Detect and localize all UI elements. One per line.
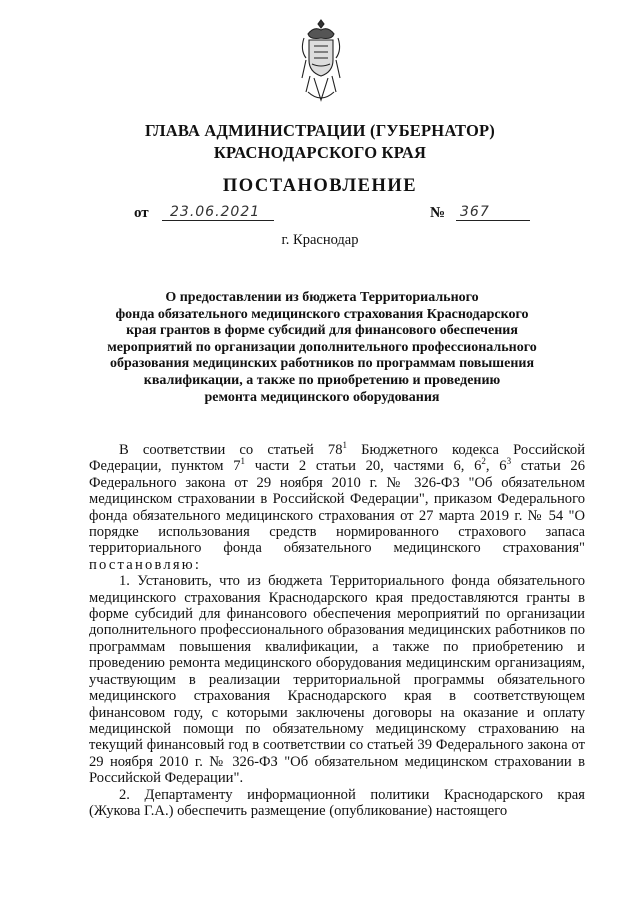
clause-2: 2. Департаменту информационной политики Краснодарского края (Жукова Г.А.) обеспечить размещение (опубликование) настоящего bbox=[89, 786, 585, 819]
title-line: квалификации, а также по приобретению и проведению bbox=[143, 372, 501, 388]
title-line: О предоставлении из бюджета Территориального bbox=[165, 290, 479, 305]
number-label: № bbox=[430, 205, 446, 221]
preamble-paragraph: В соответствии со статьей $78^1$ Бюджетного кодекса Российской Федерации, пунктом $7^1$ части 2 статьи 20, частями 6, $6^2$, $6^3$ статьи 26 Федерального закона от 29 ноября 2010 г. № 326-ФЗ "Об обязательном медицинском страховании в Российской Федерации", приказом Федерального фонда обязательного медицинского страхования от 27 марта 2019 г. № 54 "О порядке использования средств нормированного страхового запаса территориального фонда обязательного медицинского страхования" постановляю: bbox=[89, 440, 586, 573]
resolve-word: постановляю: bbox=[89, 556, 202, 573]
issue-city: г. Краснодар bbox=[281, 232, 359, 248]
document-title bbox=[80, 290, 564, 406]
document-date: 23.06.2021 bbox=[162, 204, 274, 221]
title-line: мероприятий по организации дополнительного профессионального bbox=[107, 339, 537, 355]
authority-title-line1: ГЛАВА АДМИНИСТРАЦИИ (ГУБЕРНАТОР) bbox=[145, 121, 495, 140]
title-line: края грантов в форме субсидий для финансового обеспечения bbox=[126, 323, 518, 339]
clause-1: 1. Установить, что из бюджета Территориального фонда обязательного медицинского страхования Краснодарского края предоставляются гранты в форме субсидий для финансового обеспечения мероприятий по организации дополнительного профессионального образования медицинских работников по программам повышения квалификации, а также по приобретению и проведению ремонта медицинского оборудования медицинским организациям, участвующим в реализации территориальной программы обязательного медицинского страхования Краснодарского края в соответствующем финансовом году, с которыми заключены договоры на оказание и оплату медицинской помощи по обязательному медицинскому страхованию на текущий финансовый год в соответствии со статьей 39 Федерального закона от 29 ноября 2010 г. № 326-ФЗ "Об обязательном медицинском страховании в Российской Федерации". bbox=[89, 573, 585, 787]
document-body bbox=[89, 442, 585, 819]
authority-title-line2: КРАСНОДАРСКОГО КРАЯ bbox=[213, 143, 427, 162]
title-line: образования медицинских работников по программам повышения bbox=[109, 356, 535, 372]
title-line: фонда обязательного медицинского страхования Краснодарского bbox=[115, 306, 529, 322]
title-line: ремонта медицинского оборудования bbox=[204, 389, 440, 405]
coat-of-arms-emblem bbox=[298, 18, 344, 106]
date-label: от bbox=[134, 205, 149, 221]
document-type: ПОСТАНОВЛЕНИЕ bbox=[222, 176, 418, 196]
document-number: 367 bbox=[456, 204, 530, 221]
